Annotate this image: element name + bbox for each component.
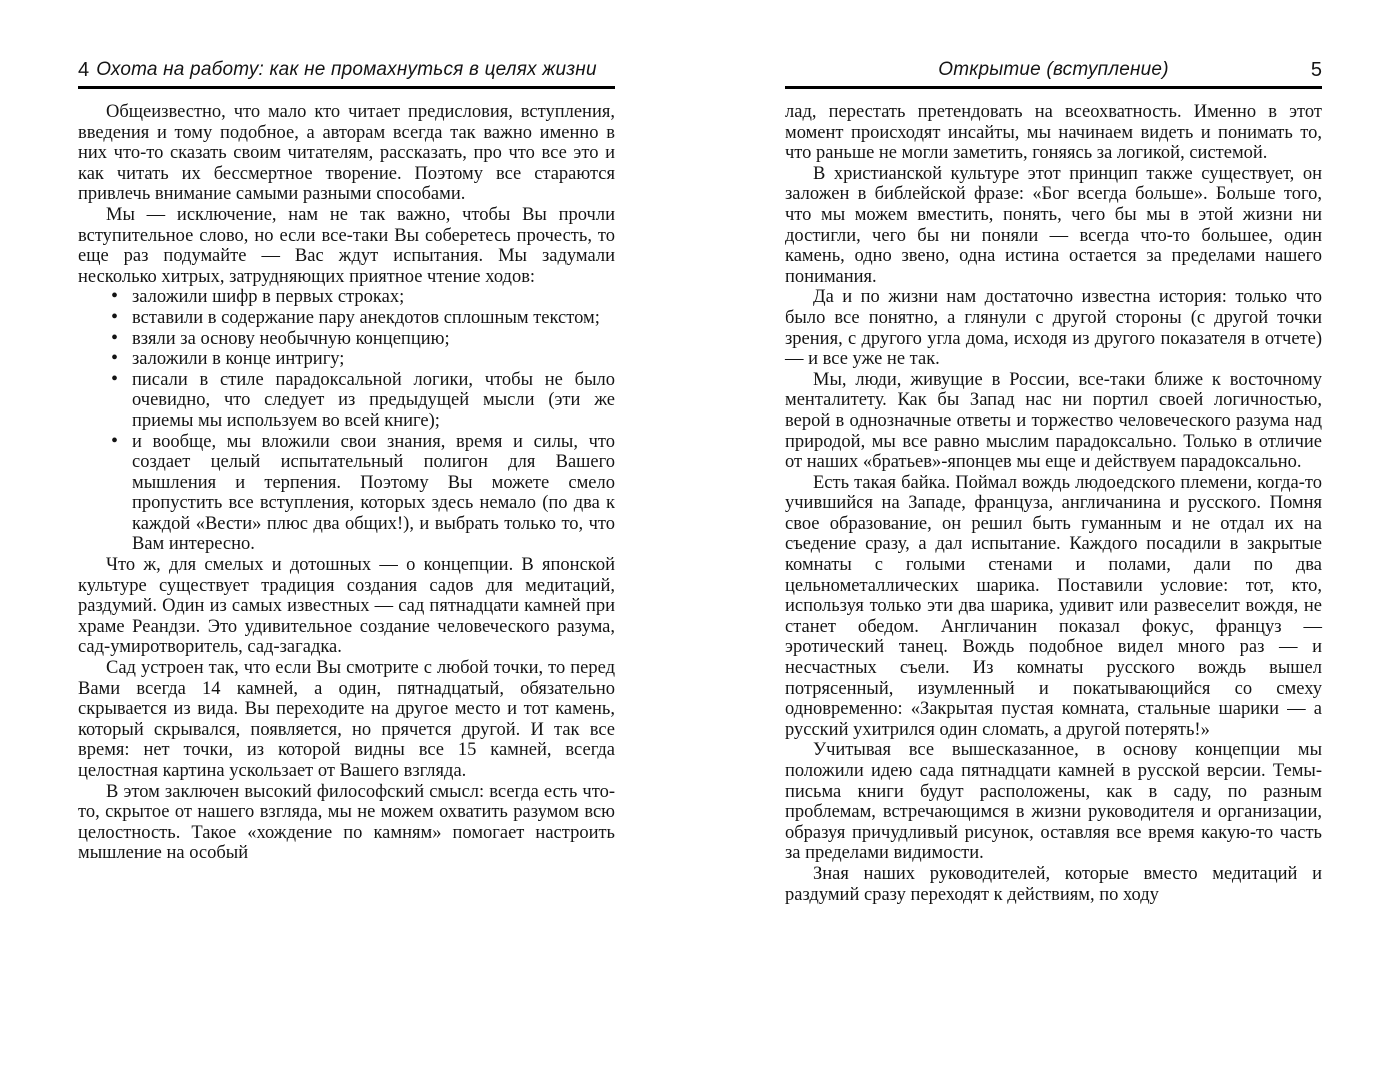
running-title-right: Открытие (вступление) [938, 59, 1169, 80]
page-right [785, 58, 1322, 905]
paragraph: Сад устроен так, что если Вы смотрите с любой точки, то перед Вами всегда 14 камней, а один, пятнадцатый, обязательно скрывается из вида. Вы переходите на другое место и тот камень, который скрывался, появляется, но прячется другой. И так все время: нет точки, из которой видны все 15 камней, всегда целостная картина ускользает от Вашего взгляда. [78, 658, 615, 781]
paragraph: Общеизвестно, что мало кто читает предисловия, вступления, введения и тому подобное, а авторам всегда так важно именно в них что-то сказать своим читателям, рассказать, про что все это и как читать их бессмертное творение. Поэтому все стараются привлечь внимание самыми разными способами. [78, 102, 615, 205]
paragraph: лад, перестать претендовать на всеохватность. Именно в этот момент происходят инсайты, мы начинаем видеть и понимать то, что раньше не могли заметить, гоняясь за логикой, системой. [785, 102, 1322, 164]
paragraph: Мы, люди, живущие в России, все-таки ближе к восточному менталитету. Как бы Запад нас ни портил своей логичностью, верой в однозначные ответы и торжество человеческого разума над природой, мы все равно мыслим парадоксально. Только в отличие от наших «братьев»-японцев мы еще и действуем парадоксально. [785, 369, 1322, 473]
paragraph: Да и по жизни нам достаточно известна история: только что было все понятно, а глянули с другой стороны (с другой точки зрения, с другого угла дома, исходя из другого показателя в отчете) — и все уже не так. [785, 287, 1322, 370]
bullet-item: • взяли за основу необычную концепцию; [78, 329, 615, 350]
header-rule-right [785, 86, 1322, 89]
paragraph: Есть такая байка. Поймал вождь людоедского племени, когда-то учившийся на Западе, француза, англичанина и русского. Помня свое образование, он решил быть гуманным и не отдал их на съедение сразу, а дал испытание. Каждого посадили в закрытые комнаты с голыми стенами и полами, дали по два цельнометаллических шарика. Поставили условие: тот, кто, используя только эти два шарика, удивит или развеселит вождя, не станет обедом. Англичанин показал фокус, француз — эротический танец. Вождь подобное видел много раз — и несчастных съели. Из комнаты русского вождь вышел потрясенный, изумленный и покатывающийся со смеху одновременно: «Закрытая пустая комната, стальные шарики — а русский ухитрился один сломать, а другой потерять!» [785, 472, 1322, 740]
bullet-item: • заложили в конце интригу; [78, 349, 615, 370]
bullet-item: • заложили шифр в первых строках; [78, 287, 615, 308]
paragraph: В этом заключен высокий философский смысл: всегда есть что-то, скрытое от нашего взгляда, мы не можем охватить разумом всю целостность. Такое «хождение по камням» помогает настроить мышление на особый [78, 781, 615, 864]
page-body-left [78, 102, 615, 864]
running-title-left: Охота на работу: как не промахнуться в целях жизни [96, 59, 597, 80]
bullet-item: • писали в стиле парадоксальной логики, чтобы не было очевидно, что следует из предыдущей мысли (эти же приемы мы используем во всей книге); [78, 370, 615, 432]
paragraph: Что ж, для смелых и дотошных — о концепции. В японской культуре существует традиция создания садов для медитаций, раздумий. Один из самых известных — сад пятнадцати камней при храме Реандзи. Это удивительное создание человеческого разума, сад-умиротворитель, сад-загадка. [78, 555, 615, 658]
page-number-right: 5 [1310, 59, 1322, 81]
bullet-item: • вставили в содержание пару анекдотов сплошным текстом; [78, 308, 615, 329]
paragraph: Учитывая все вышесказанное, в основу концепции мы положили идею сада пятнадцати камней в русской версии. Темы-письма книги будут расположены, как в саду, по разным проблемам, встречающимся в жизни руководителя и организации, образуя причудливый рисунок, оставляя все время какую-то часть за пределами видимости. [785, 740, 1322, 864]
bullet-list [78, 287, 615, 555]
paragraph: В христианской культуре этот принцип также существует, он заложен в библейской фразе: «Бог всегда больше». Больше того, что мы можем вместить, понять, чего бы мы в этой жизни ни достигли, чего бы ни поняли — всегда что-то большее, один камень, одно звено, одна истина остается за пределами нашего понимания. [785, 163, 1322, 287]
page-number-left: 4 [78, 59, 90, 81]
page-header-left [78, 58, 615, 82]
page-body-right [785, 102, 1322, 905]
paragraph: Мы — исключение, нам не так важно, чтобы Вы прочли вступительное слово, но если все-таки Вы соберетесь прочесть, то еще раз подумайте — Вас ждут испытания. Мы задумали несколько хитрых, затрудняющих приятное чтение ходов: [78, 204, 615, 287]
page-header-right [785, 58, 1322, 82]
page-left [78, 58, 615, 864]
paragraph: Зная наших руководителей, которые вместо медитаций и раздумий сразу переходят к действиям, по ходу [785, 863, 1322, 905]
header-rule-left [78, 86, 615, 89]
bullet-item: • и вообще, мы вложили свои знания, время и силы, что создает целый испытательный полигон для Вашего мышления и терпения. Поэтому Вы можете смело пропустить все вступления, которых здесь немало (по два к каждой «Вести» плюс два общих!), и выбрать только то, что Вам интересно. [78, 432, 615, 556]
